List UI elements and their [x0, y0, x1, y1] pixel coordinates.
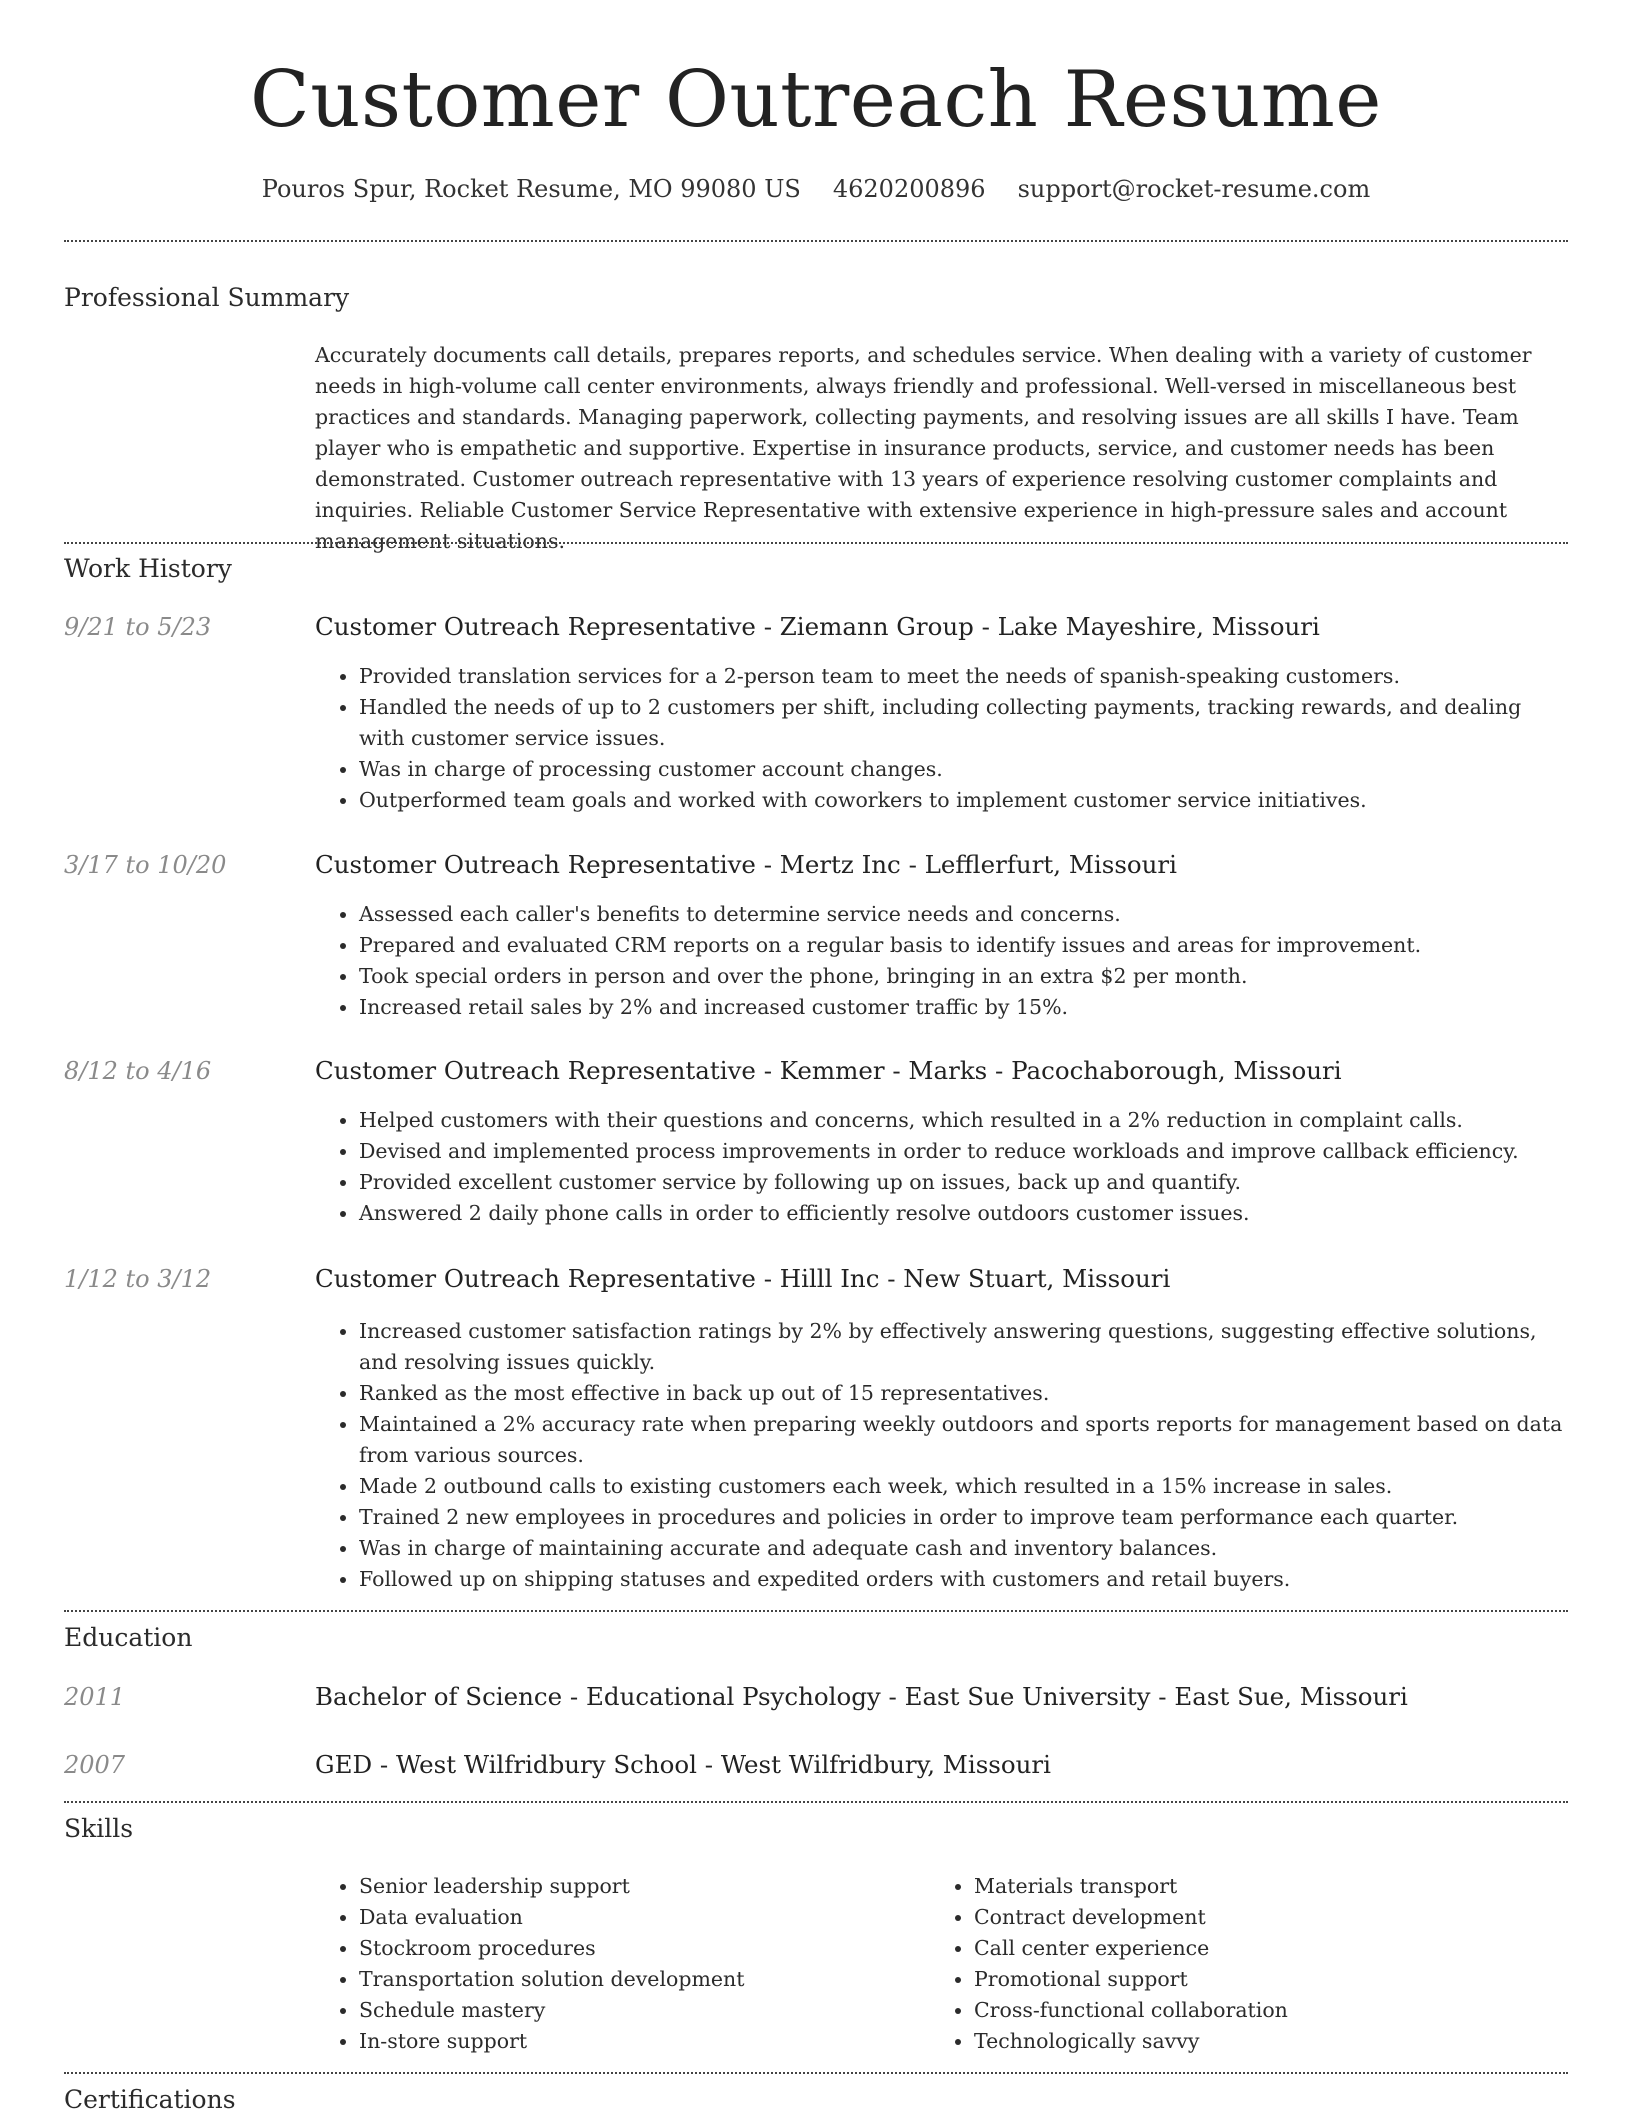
skill-item: • Schedule mastery [359, 1995, 915, 2026]
job-dates: 9/21 to 5/23 [64, 613, 212, 641]
job-bullet: • Devised and implemented process improvements in order to reduce workloads and improve callback efficiency. [359, 1136, 1568, 1167]
job-bullets [315, 1316, 1568, 1595]
job-title: Customer Outreach Representative - Kemmer - Marks - Pacochaborough, Missouri [315, 1056, 1342, 1085]
skill-item: • Senior leadership support [359, 1871, 915, 1902]
summary-text: Accurately documents call details, prepares reports, and schedules service. When dealing with a variety of customer needs in high-volume call center environments, always friendly and professional. Well-versed in miscellaneous best practices and standards. Managing paperwork, collecting payments, and resolving issues are all skills I have. Team player who is empathetic and supportive. Expertise in insurance products, service, and customer needs has been demonstrated. Customer outreach representative with 13 years of experience resolving customer complaints and inquiries. Reliable Customer Service Representative with extensive experience in high-pressure sales and account management situations. [315, 343, 1532, 553]
resume-title: Customer Outreach Resume [250, 55, 1382, 145]
divider [64, 542, 1568, 544]
job-bullet: • Increased retail sales by 2% and increased customer traffic by 15%. [359, 992, 1568, 1023]
job-bullet: • Made 2 outbound calls to existing customers each week, which resulted in a 15% increase in sales. [359, 1471, 1568, 1502]
education-year: 2011 [64, 1683, 126, 1711]
divider [64, 1610, 1568, 1612]
job-bullet: • Was in charge of maintaining accurate and adequate cash and inventory balances. [359, 1533, 1568, 1564]
job-bullet: • Trained 2 new employees in procedures and policies in order to improve team performance each quarter. [359, 1502, 1568, 1533]
education-entry: Bachelor of Science - Educational Psychology - East Sue University - East Sue, Missouri [315, 1682, 1408, 1711]
job-bullet: • Increased customer satisfaction ratings by 2% by effectively answering questions, suggesting effective solutions, and resolving issues quickly. [359, 1316, 1568, 1378]
education-entry: GED - West Wilfridbury School - West Wilfridbury, Missouri [315, 1750, 1051, 1779]
job-bullet: • Answered 2 daily phone calls in order to efficiently resolve outdoors customer issues. [359, 1198, 1568, 1229]
job-bullet: • Followed up on shipping statuses and expedited orders with customers and retail buyers. [359, 1564, 1568, 1595]
skills-list-left [315, 1871, 915, 2057]
skill-item: • Call center experience [974, 1933, 1560, 1964]
skill-item: • Transportation solution development [359, 1964, 915, 1995]
skill-item: • Stockroom procedures [359, 1933, 915, 1964]
job-bullets [315, 1105, 1568, 1229]
work-history-heading: Work History [64, 554, 232, 583]
job-bullet: • Provided translation services for a 2-person team to meet the needs of spanish-speaking customers. [359, 661, 1568, 692]
job-bullet: • Handled the needs of up to 2 customers per shift, including collecting payments, tracking rewards, and dealing with customer service issues. [359, 692, 1568, 754]
skill-item: • Promotional support [974, 1964, 1560, 1995]
skill-item: • Cross-functional collaboration [974, 1995, 1560, 2026]
skill-item: • Materials transport [974, 1871, 1560, 1902]
job-bullet: • Assessed each caller's benefits to determine service needs and concerns. [359, 899, 1568, 930]
job-title: Customer Outreach Representative - Ziemann Group - Lake Mayeshire, Missouri [315, 612, 1320, 641]
job-bullet: • Took special orders in person and over the phone, bringing in an extra $2 per month. [359, 961, 1568, 992]
job-dates: 3/17 to 10/20 [64, 851, 227, 879]
job-title: Customer Outreach Representative - Mertz Inc - Lefflerfurt, Missouri [315, 850, 1177, 879]
contact-phone: 4620200896 [832, 175, 986, 203]
divider [64, 240, 1568, 242]
job-bullet: • Helped customers with their questions and concerns, which resulted in a 2% reduction in complaint calls. [359, 1105, 1568, 1136]
skills-heading: Skills [64, 1814, 134, 1843]
summary-heading: Professional Summary [64, 283, 350, 312]
job-bullets [315, 899, 1568, 1023]
job-title: Customer Outreach Representative - Hilll Inc - New Stuart, Missouri [315, 1264, 1171, 1293]
education-year: 2007 [64, 1751, 126, 1779]
divider [64, 1801, 1568, 1803]
skill-item: • Data evaluation [359, 1902, 915, 1933]
skill-item: • Contract development [974, 1902, 1560, 1933]
contact-address: Pouros Spur, Rocket Resume, MO 99080 US [261, 175, 801, 203]
education-heading: Education [64, 1623, 193, 1652]
job-dates: 8/12 to 4/16 [64, 1057, 212, 1085]
job-bullet: • Outperformed team goals and worked with coworkers to implement customer service initiatives. [359, 785, 1568, 816]
job-bullet: • Provided excellent customer service by following up on issues, back up and quantify. [359, 1167, 1568, 1198]
job-bullet: • Maintained a 2% accuracy rate when preparing weekly outdoors and sports reports for management based on data from various sources. [359, 1409, 1568, 1471]
skills-list-right [930, 1871, 1560, 2057]
job-bullet: • Prepared and evaluated CRM reports on a regular basis to identify issues and areas for improvement. [359, 930, 1568, 961]
certifications-heading: Certifications [64, 2085, 236, 2114]
contact-line [0, 172, 1632, 206]
job-bullet: • Was in charge of processing customer account changes. [359, 754, 1568, 785]
skill-item: • In-store support [359, 2026, 915, 2057]
job-dates: 1/12 to 3/12 [64, 1265, 212, 1293]
divider [64, 2072, 1568, 2074]
contact-email: support@rocket-resume.com [1017, 175, 1371, 203]
job-bullets [315, 661, 1568, 816]
job-bullet: • Ranked as the most effective in back up out of 15 representatives. [359, 1378, 1568, 1409]
skill-item: • Technologically savvy [974, 2026, 1560, 2057]
